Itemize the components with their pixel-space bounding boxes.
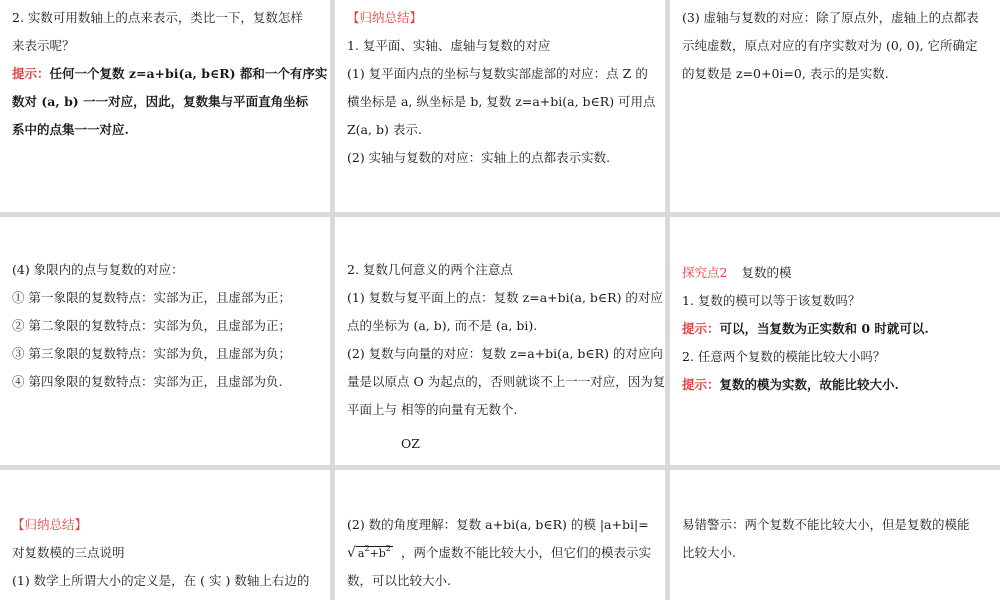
hint-line — [682, 377, 899, 393]
text-line: (4) 象限内的点与复数的对应： — [12, 262, 184, 277]
panel-geometric-notes — [335, 217, 665, 465]
warning-line: 易错警示：两个复数不能比较大小，但是复数的模能 — [682, 517, 970, 532]
text-line: (1) 数学上所谓大小的定义是，在 ( 实 ) 数轴上右边的 — [12, 573, 310, 588]
hint-line: 系中的点集一一对应. — [12, 122, 129, 137]
text-line: ③ 第三象限的复数特点：实部为负，且虚部为负； — [12, 346, 291, 361]
vector-label: OZ — [401, 436, 420, 451]
hint-label: 提示： — [12, 66, 50, 81]
hint-label: 提示： — [682, 321, 720, 336]
text-line: Z(a, b) 表示. — [347, 122, 422, 137]
panel-modulus-formula — [335, 470, 665, 600]
sqrt-expression — [347, 545, 393, 563]
text-line: 来表示呢？ — [12, 38, 75, 53]
plus-sign: + — [369, 547, 379, 560]
text-line: (1) 复数与复平面上的点：复数 z=a+bi(a, b∈R) 的对应 — [347, 290, 663, 305]
text-line: (2) 数的角度理解：复数 a+bi(a, b∈R) 的模 |a+bi|= — [347, 517, 649, 532]
hint-text: 可以，当复数为正实数和 0 时就可以. — [719, 321, 929, 336]
text-line: 点的坐标为 (a, b), 而不是 (a, bi). — [347, 318, 538, 333]
section-title: 【归纳总结】 — [12, 517, 88, 532]
question-line: 2. 任意两个复数的模能比较大小吗？ — [682, 349, 886, 364]
hint-label: 提示： — [682, 377, 720, 392]
hint-text: 任何一个复数 z=a+bi(a, b∈R) 都和一个有序实 — [49, 66, 328, 81]
text-line: 1. 复平面、实轴、虚轴与复数的对应 — [347, 38, 551, 53]
panel-modulus — [670, 217, 1000, 465]
text-line: ④ 第四象限的复数特点：实部为正，且虚部为负. — [12, 374, 283, 389]
section-title — [682, 265, 791, 281]
exponent: 2 — [385, 544, 391, 553]
text-line: (3) 虚轴与复数的对应：除了原点外，虚轴上的点都表 — [682, 10, 979, 25]
sqrt-term-b: b — [378, 547, 386, 560]
section-title-number: 探究点2 — [682, 265, 728, 280]
sqrt-icon: √ — [347, 545, 356, 561]
formula-line — [347, 545, 651, 563]
text-line: ，两个虚数不能比较大小，但它们的模表示实 — [400, 545, 651, 560]
panel-summary-modulus — [0, 470, 330, 600]
panel-quadrants — [0, 217, 330, 465]
text-line: (2) 实轴与复数的对应：实轴上的点都表示实数. — [347, 150, 611, 165]
hint-text: 复数的模为实数，故能比较大小. — [719, 377, 899, 392]
panel-representation-question — [0, 0, 330, 212]
hint-line — [12, 66, 327, 82]
text-line: 的复数是 z=0+0i=0, 表示的是实数. — [682, 66, 889, 81]
panel-summary-1 — [335, 0, 665, 212]
warning-line: 比较大小. — [682, 545, 736, 560]
text-line: 对复数模的三点说明 — [12, 545, 125, 560]
text-line: 平面上与 相等的向量有无数个. — [347, 402, 518, 417]
panel-warning — [670, 470, 1000, 600]
text-line: (2) 复数与向量的对应：复数 z=a+bi(a, b∈R) 的对应向 — [347, 346, 663, 361]
text-line: 横坐标是 a, 纵坐标是 b, 复数 z=a+bi(a, b∈R) 可用点 — [347, 94, 656, 109]
question-line: 1. 复数的模可以等于该复数吗？ — [682, 293, 861, 308]
text-line: 示纯虚数，原点对应的有序实数对为 (0, 0), 它所确定 — [682, 38, 978, 53]
hint-line — [682, 321, 929, 337]
text-line: 量是以原点 O 为起点的，否则就谈不上一一对应，因为复 — [347, 374, 665, 389]
text-line: ① 第一象限的复数特点：实部为正，且虚部为正； — [12, 290, 291, 305]
text-line: 2. 实数可用数轴上的点来表示，类比一下，复数怎样 — [12, 10, 303, 25]
text-line: 2. 复数几何意义的两个注意点 — [347, 262, 513, 277]
text-line: ② 第二象限的复数特点：实部为负，且虚部为正； — [12, 318, 291, 333]
sqrt-term-a: a — [357, 547, 365, 560]
panel-imaginary-axis — [670, 0, 1000, 212]
text-line: (1) 复平面内点的坐标与复数实部虚部的对应：点 Z 的 — [347, 66, 648, 81]
exponent: 2 — [364, 544, 370, 553]
text-line: 数，可以比较大小. — [347, 573, 451, 588]
section-title: 【归纳总结】 — [347, 10, 423, 25]
hint-line: 数对 (a, b) 一一对应，因此，复数集与平面直角坐标 — [12, 94, 309, 109]
section-title-text: 复数的模 — [741, 265, 792, 280]
